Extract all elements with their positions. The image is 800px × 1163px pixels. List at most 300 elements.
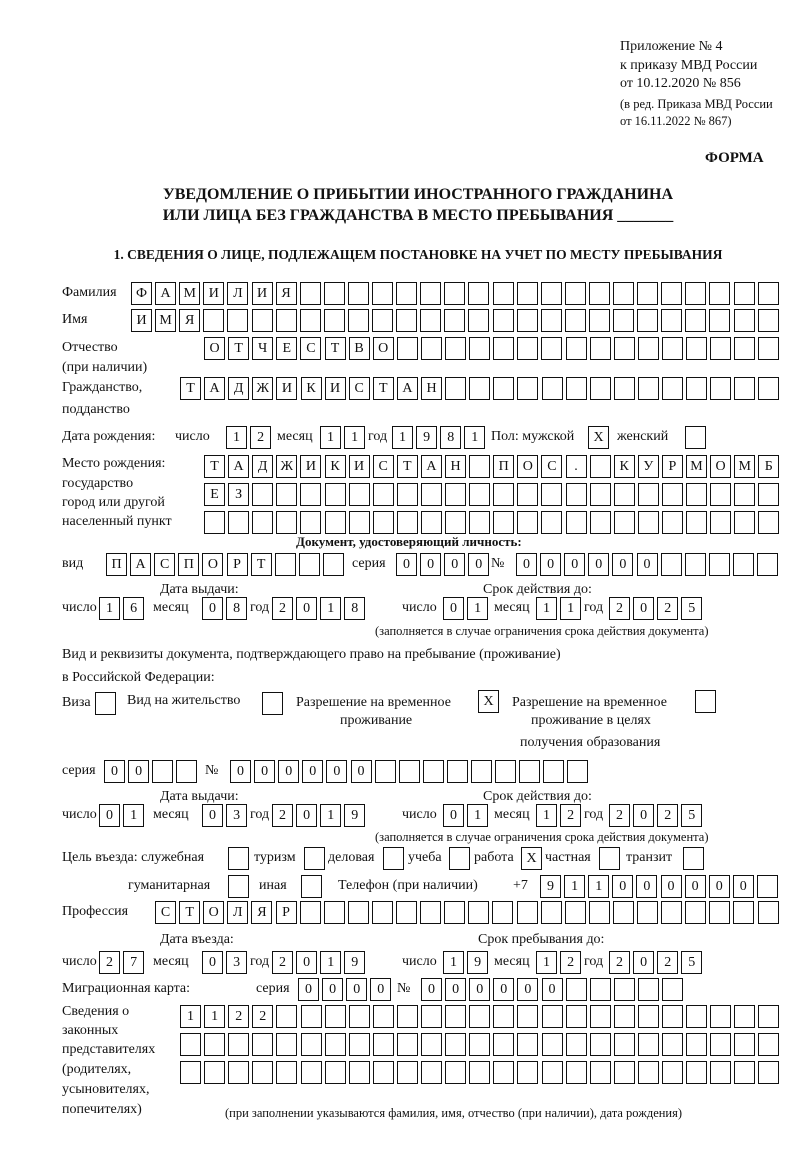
char-box[interactable] [299, 553, 320, 576]
char-box[interactable] [590, 483, 611, 506]
char-box[interactable] [180, 1033, 201, 1056]
char-box[interactable] [397, 1061, 418, 1084]
char-box[interactable] [638, 978, 659, 1001]
char-box[interactable]: Ф [131, 282, 152, 305]
char-box[interactable] [638, 1033, 659, 1056]
char-box[interactable] [662, 377, 683, 400]
char-box[interactable]: В [349, 337, 370, 360]
char-box[interactable] [444, 309, 465, 332]
char-box[interactable] [637, 309, 658, 332]
char-box[interactable]: 8 [440, 426, 461, 449]
char-box[interactable]: А [155, 282, 176, 305]
char-box[interactable] [541, 511, 562, 534]
char-box[interactable] [301, 1005, 322, 1028]
char-box[interactable] [493, 377, 514, 400]
char-box[interactable]: Л [227, 282, 248, 305]
char-box[interactable]: И [325, 377, 346, 400]
char-box[interactable] [637, 901, 658, 924]
char-box[interactable]: Ч [252, 337, 273, 360]
checkbox[interactable] [449, 847, 470, 870]
char-box[interactable] [734, 1061, 755, 1084]
char-box[interactable]: 9 [467, 951, 488, 974]
char-box[interactable] [420, 309, 441, 332]
char-box[interactable]: 0 [444, 553, 465, 576]
char-box[interactable]: 5 [681, 804, 702, 827]
char-box[interactable] [517, 1061, 538, 1084]
char-box[interactable] [276, 1061, 297, 1084]
char-box[interactable] [613, 309, 634, 332]
char-box[interactable]: 0 [633, 951, 654, 974]
char-box[interactable]: 0 [468, 553, 489, 576]
checkbox[interactable] [685, 426, 706, 449]
char-box[interactable]: И [252, 282, 273, 305]
char-box[interactable]: 1 [320, 597, 341, 620]
char-box[interactable] [252, 483, 273, 506]
char-box[interactable]: 0 [202, 951, 223, 974]
char-box[interactable]: Я [179, 309, 200, 332]
char-box[interactable] [614, 1033, 635, 1056]
char-box[interactable]: 0 [733, 875, 754, 898]
char-box[interactable]: Т [325, 337, 346, 360]
char-box[interactable] [252, 511, 273, 534]
char-box[interactable] [397, 337, 418, 360]
char-box[interactable]: 0 [517, 978, 538, 1001]
char-box[interactable] [375, 760, 396, 783]
char-box[interactable] [685, 282, 706, 305]
char-box[interactable]: 0 [540, 553, 561, 576]
char-box[interactable]: И [131, 309, 152, 332]
char-box[interactable] [276, 1005, 297, 1028]
char-box[interactable] [709, 901, 730, 924]
char-box[interactable]: С [300, 337, 321, 360]
char-box[interactable] [373, 1033, 394, 1056]
char-box[interactable]: 1 [467, 804, 488, 827]
char-box[interactable]: 0 [296, 597, 317, 620]
char-box[interactable]: П [178, 553, 199, 576]
char-box[interactable]: И [203, 282, 224, 305]
char-box[interactable] [421, 1061, 442, 1084]
char-box[interactable] [180, 1061, 201, 1084]
char-box[interactable]: О [517, 455, 538, 478]
char-box[interactable] [447, 760, 468, 783]
char-box[interactable]: 1 [226, 426, 247, 449]
char-box[interactable]: 1 [443, 951, 464, 974]
char-box[interactable] [517, 511, 538, 534]
char-box[interactable]: 0 [493, 978, 514, 1001]
char-box[interactable] [734, 1005, 755, 1028]
char-box[interactable] [349, 511, 370, 534]
char-box[interactable]: 0 [445, 978, 466, 1001]
char-box[interactable] [252, 309, 273, 332]
char-box[interactable] [349, 483, 370, 506]
char-box[interactable]: 0 [99, 804, 120, 827]
char-box[interactable] [590, 377, 611, 400]
char-box[interactable]: Д [252, 455, 273, 478]
char-box[interactable] [517, 309, 538, 332]
char-box[interactable]: 1 [564, 875, 585, 898]
char-box[interactable] [638, 377, 659, 400]
char-box[interactable] [204, 1061, 225, 1084]
char-box[interactable] [758, 337, 779, 360]
char-box[interactable]: О [204, 337, 225, 360]
char-box[interactable]: 0 [296, 951, 317, 974]
char-box[interactable]: 2 [657, 951, 678, 974]
char-box[interactable] [445, 1061, 466, 1084]
char-box[interactable] [661, 553, 682, 576]
char-box[interactable] [613, 282, 634, 305]
checkbox[interactable] [301, 875, 322, 898]
char-box[interactable]: 0 [322, 978, 343, 1001]
char-box[interactable] [300, 511, 321, 534]
char-box[interactable] [734, 1033, 755, 1056]
char-box[interactable] [517, 377, 538, 400]
char-box[interactable] [590, 1061, 611, 1084]
char-box[interactable] [709, 282, 730, 305]
char-box[interactable]: А [421, 455, 442, 478]
char-box[interactable]: 0 [637, 553, 658, 576]
char-box[interactable]: Я [251, 901, 272, 924]
char-box[interactable]: П [493, 455, 514, 478]
char-box[interactable]: 2 [657, 804, 678, 827]
char-box[interactable] [541, 901, 562, 924]
char-box[interactable] [686, 1005, 707, 1028]
char-box[interactable] [566, 1033, 587, 1056]
char-box[interactable] [685, 309, 706, 332]
char-box[interactable] [662, 1061, 683, 1084]
char-box[interactable]: Е [204, 483, 225, 506]
char-box[interactable] [324, 282, 345, 305]
char-box[interactable] [468, 282, 489, 305]
char-box[interactable] [614, 483, 635, 506]
char-box[interactable] [710, 483, 731, 506]
char-box[interactable] [541, 282, 562, 305]
char-box[interactable] [325, 1005, 346, 1028]
char-box[interactable] [614, 1061, 635, 1084]
checkbox[interactable] [683, 847, 704, 870]
char-box[interactable]: 0 [104, 760, 125, 783]
char-box[interactable]: О [203, 901, 224, 924]
char-box[interactable] [757, 553, 778, 576]
checkbox[interactable] [228, 875, 249, 898]
char-box[interactable] [542, 1061, 563, 1084]
char-box[interactable] [203, 309, 224, 332]
char-box[interactable] [710, 1005, 731, 1028]
char-box[interactable] [517, 1005, 538, 1028]
char-box[interactable]: 1 [204, 1005, 225, 1028]
char-box[interactable]: 0 [202, 804, 223, 827]
char-box[interactable]: 0 [351, 760, 372, 783]
char-box[interactable] [349, 1033, 370, 1056]
char-box[interactable] [421, 483, 442, 506]
char-box[interactable] [204, 511, 225, 534]
char-box[interactable]: 9 [344, 951, 365, 974]
char-box[interactable]: 3 [226, 804, 247, 827]
char-box[interactable] [661, 901, 682, 924]
char-box[interactable]: 0 [564, 553, 585, 576]
char-box[interactable]: 2 [272, 804, 293, 827]
char-box[interactable] [397, 1005, 418, 1028]
char-box[interactable] [590, 978, 611, 1001]
char-box[interactable]: 0 [633, 597, 654, 620]
char-box[interactable] [445, 1005, 466, 1028]
char-box[interactable] [493, 337, 514, 360]
checkbox[interactable] [262, 692, 283, 715]
char-box[interactable] [469, 455, 490, 478]
char-box[interactable] [758, 1033, 779, 1056]
char-box[interactable]: 1 [560, 597, 581, 620]
char-box[interactable] [686, 1061, 707, 1084]
char-box[interactable] [734, 511, 755, 534]
char-box[interactable] [325, 483, 346, 506]
char-box[interactable] [324, 901, 345, 924]
char-box[interactable] [709, 553, 730, 576]
char-box[interactable] [614, 1005, 635, 1028]
char-box[interactable] [445, 1033, 466, 1056]
char-box[interactable]: 0 [370, 978, 391, 1001]
char-box[interactable]: 0 [685, 875, 706, 898]
char-box[interactable]: Я [276, 282, 297, 305]
checkbox[interactable] [383, 847, 404, 870]
char-box[interactable] [565, 309, 586, 332]
char-box[interactable] [493, 282, 514, 305]
char-box[interactable] [566, 1005, 587, 1028]
char-box[interactable]: З [228, 483, 249, 506]
char-box[interactable] [444, 901, 465, 924]
char-box[interactable]: 1 [123, 804, 144, 827]
char-box[interactable]: А [204, 377, 225, 400]
char-box[interactable]: О [373, 337, 394, 360]
char-box[interactable] [276, 483, 297, 506]
char-box[interactable]: . [566, 455, 587, 478]
char-box[interactable] [471, 760, 492, 783]
char-box[interactable] [469, 483, 490, 506]
char-box[interactable] [613, 901, 634, 924]
char-box[interactable] [686, 337, 707, 360]
char-box[interactable]: 2 [560, 804, 581, 827]
char-box[interactable]: 1 [320, 804, 341, 827]
char-box[interactable] [614, 377, 635, 400]
char-box[interactable] [590, 1033, 611, 1056]
char-box[interactable]: 0 [128, 760, 149, 783]
char-box[interactable] [468, 901, 489, 924]
char-box[interactable] [543, 760, 564, 783]
char-box[interactable]: 2 [560, 951, 581, 974]
char-box[interactable] [276, 511, 297, 534]
char-box[interactable] [399, 760, 420, 783]
char-box[interactable] [662, 337, 683, 360]
char-box[interactable]: М [179, 282, 200, 305]
char-box[interactable]: М [155, 309, 176, 332]
char-box[interactable] [228, 1033, 249, 1056]
char-box[interactable]: 0 [709, 875, 730, 898]
checkbox[interactable]: X [478, 690, 499, 713]
char-box[interactable]: О [202, 553, 223, 576]
char-box[interactable] [519, 760, 540, 783]
char-box[interactable]: О [710, 455, 731, 478]
char-box[interactable] [734, 337, 755, 360]
char-box[interactable] [348, 282, 369, 305]
char-box[interactable] [590, 511, 611, 534]
char-box[interactable]: И [300, 455, 321, 478]
checkbox[interactable] [599, 847, 620, 870]
char-box[interactable] [421, 337, 442, 360]
char-box[interactable] [589, 901, 610, 924]
char-box[interactable] [614, 511, 635, 534]
char-box[interactable]: П [106, 553, 127, 576]
char-box[interactable]: 2 [609, 804, 630, 827]
char-box[interactable]: Л [227, 901, 248, 924]
char-box[interactable]: 9 [416, 426, 437, 449]
char-box[interactable] [734, 377, 755, 400]
char-box[interactable] [541, 337, 562, 360]
char-box[interactable] [495, 760, 516, 783]
char-box[interactable]: 0 [443, 597, 464, 620]
char-box[interactable]: 9 [344, 804, 365, 827]
char-box[interactable] [445, 483, 466, 506]
char-box[interactable]: 1 [536, 804, 557, 827]
char-box[interactable] [324, 309, 345, 332]
char-box[interactable]: С [349, 377, 370, 400]
char-box[interactable]: 0 [633, 804, 654, 827]
char-box[interactable]: 2 [252, 1005, 273, 1028]
char-box[interactable]: 2 [272, 951, 293, 974]
char-box[interactable]: 2 [609, 951, 630, 974]
char-box[interactable] [493, 1005, 514, 1028]
char-box[interactable] [758, 901, 779, 924]
char-box[interactable]: 0 [202, 597, 223, 620]
char-box[interactable]: К [301, 377, 322, 400]
char-box[interactable] [685, 553, 706, 576]
char-box[interactable] [493, 1061, 514, 1084]
char-box[interactable]: 1 [467, 597, 488, 620]
char-box[interactable]: К [614, 455, 635, 478]
char-box[interactable] [734, 309, 755, 332]
checkbox[interactable] [95, 692, 116, 715]
char-box[interactable] [710, 511, 731, 534]
char-box[interactable] [686, 511, 707, 534]
char-box[interactable]: 2 [657, 597, 678, 620]
char-box[interactable] [372, 282, 393, 305]
char-box[interactable]: 1 [320, 951, 341, 974]
char-box[interactable]: А [130, 553, 151, 576]
char-box[interactable]: И [349, 455, 370, 478]
char-box[interactable] [517, 901, 538, 924]
char-box[interactable] [228, 1061, 249, 1084]
char-box[interactable] [397, 511, 418, 534]
char-box[interactable]: Р [276, 901, 297, 924]
char-box[interactable] [638, 1005, 659, 1028]
char-box[interactable]: 0 [469, 978, 490, 1001]
char-box[interactable] [227, 309, 248, 332]
char-box[interactable] [228, 511, 249, 534]
checkbox[interactable]: X [588, 426, 609, 449]
char-box[interactable]: 0 [296, 804, 317, 827]
char-box[interactable] [734, 483, 755, 506]
char-box[interactable] [638, 483, 659, 506]
char-box[interactable]: 0 [516, 553, 537, 576]
char-box[interactable]: 0 [421, 978, 442, 1001]
char-box[interactable]: 0 [396, 553, 417, 576]
char-box[interactable] [637, 282, 658, 305]
char-box[interactable] [517, 282, 538, 305]
char-box[interactable] [397, 483, 418, 506]
char-box[interactable] [373, 483, 394, 506]
char-box[interactable]: У [638, 455, 659, 478]
char-box[interactable]: 0 [230, 760, 251, 783]
char-box[interactable] [614, 337, 635, 360]
char-box[interactable]: Р [227, 553, 248, 576]
char-box[interactable] [661, 309, 682, 332]
char-box[interactable] [421, 1033, 442, 1056]
checkbox[interactable]: X [521, 847, 542, 870]
char-box[interactable] [758, 282, 779, 305]
char-box[interactable]: 8 [226, 597, 247, 620]
char-box[interactable] [517, 483, 538, 506]
char-box[interactable]: 0 [326, 760, 347, 783]
char-box[interactable]: 2 [99, 951, 120, 974]
char-box[interactable]: 5 [681, 951, 702, 974]
char-box[interactable] [734, 282, 755, 305]
char-box[interactable] [300, 282, 321, 305]
char-box[interactable] [638, 1061, 659, 1084]
char-box[interactable]: Р [662, 455, 683, 478]
char-box[interactable]: И [276, 377, 297, 400]
char-box[interactable] [349, 1005, 370, 1028]
char-box[interactable] [758, 511, 779, 534]
char-box[interactable] [709, 309, 730, 332]
char-box[interactable] [685, 901, 706, 924]
char-box[interactable] [325, 511, 346, 534]
char-box[interactable] [758, 377, 779, 400]
char-box[interactable] [710, 337, 731, 360]
char-box[interactable]: 0 [542, 978, 563, 1001]
char-box[interactable] [396, 282, 417, 305]
char-box[interactable] [445, 337, 466, 360]
char-box[interactable] [541, 309, 562, 332]
char-box[interactable] [661, 282, 682, 305]
char-box[interactable] [686, 377, 707, 400]
char-box[interactable] [469, 337, 490, 360]
char-box[interactable] [614, 978, 635, 1001]
char-box[interactable] [445, 377, 466, 400]
checkbox[interactable] [304, 847, 325, 870]
char-box[interactable] [349, 1061, 370, 1084]
char-box[interactable]: Ж [252, 377, 273, 400]
char-box[interactable] [493, 309, 514, 332]
char-box[interactable]: 0 [254, 760, 275, 783]
char-box[interactable] [638, 511, 659, 534]
char-box[interactable]: 0 [661, 875, 682, 898]
char-box[interactable]: Т [373, 377, 394, 400]
char-box[interactable] [444, 282, 465, 305]
char-box[interactable] [469, 377, 490, 400]
char-box[interactable]: 2 [272, 597, 293, 620]
char-box[interactable] [325, 1033, 346, 1056]
char-box[interactable] [758, 309, 779, 332]
char-box[interactable]: 0 [420, 553, 441, 576]
char-box[interactable]: 9 [540, 875, 561, 898]
char-box[interactable] [276, 1033, 297, 1056]
char-box[interactable] [421, 1005, 442, 1028]
char-box[interactable] [300, 309, 321, 332]
char-box[interactable]: 0 [636, 875, 657, 898]
char-box[interactable] [542, 377, 563, 400]
char-box[interactable]: 0 [612, 553, 633, 576]
char-box[interactable]: Т [228, 337, 249, 360]
char-box[interactable]: М [686, 455, 707, 478]
char-box[interactable] [590, 337, 611, 360]
char-box[interactable] [469, 511, 490, 534]
